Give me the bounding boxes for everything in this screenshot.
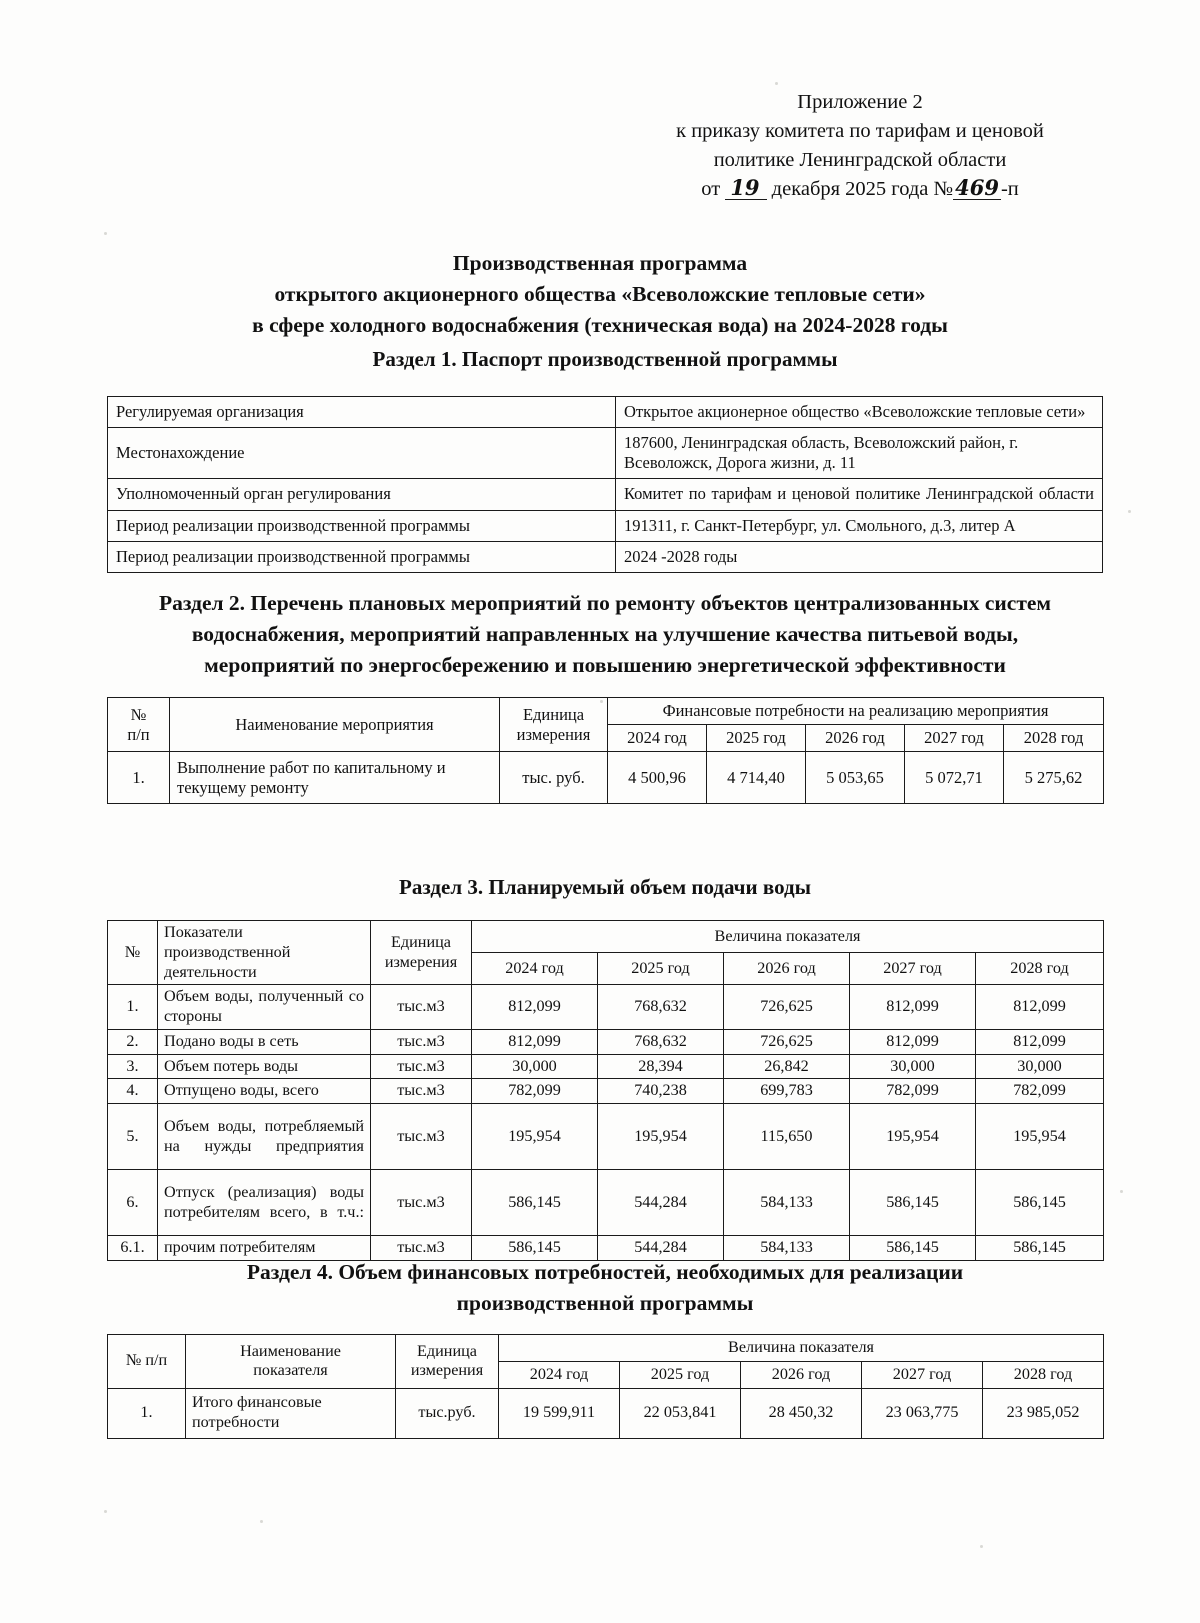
passport-label-2: Уполномоченный орган регулирования — [108, 479, 616, 510]
passport-table — [107, 396, 1103, 573]
table-row — [108, 985, 1104, 1030]
passport-value-2: Комитет по тарифам и ценовой политике Ленинградской области — [616, 479, 1103, 510]
order-date-line — [625, 175, 1095, 204]
volume-row-unit-4: тыс.м3 — [371, 1104, 472, 1170]
date-month-year: декабря 2025 года № — [771, 178, 954, 201]
volume-value-5-2025: 544,284 — [598, 1170, 724, 1236]
volume-row-unit-2: тыс.м3 — [371, 1054, 472, 1079]
table-row — [108, 510, 1103, 541]
volume-row-number-3: 4. — [108, 1079, 158, 1104]
volume-row-number-4: 5. — [108, 1104, 158, 1170]
financial-needs-table — [107, 1334, 1104, 1439]
volume-value-6-2027: 586,145 — [850, 1236, 976, 1261]
appendix-label: Приложение 2 — [797, 91, 923, 113]
col-header-unit — [371, 921, 472, 985]
volume-value-2-2024: 30,000 — [472, 1054, 598, 1079]
table-row — [108, 1388, 1104, 1438]
table-row — [108, 1054, 1104, 1079]
volume-value-0-2025: 768,632 — [598, 985, 724, 1030]
col-header-number-line1: № — [130, 704, 147, 724]
measures-table — [107, 697, 1104, 804]
scan-speckle — [1120, 1190, 1123, 1193]
document-header — [625, 88, 1095, 204]
volume-value-5-2027: 586,145 — [850, 1170, 976, 1236]
finance-row-name: Итого финансовые потребности — [186, 1388, 396, 1438]
volume-row-name-3: Отпущено воды, всего — [158, 1079, 371, 1104]
section-4-line-1: Раздел 4. Объем финансовых потребностей, необходимых для реализации — [246, 1260, 964, 1284]
handwritten-order-number: 469 — [955, 175, 999, 201]
title-line-3: в сфере холодного водоснабжения (техническая вода) на 2024-2028 годы — [252, 313, 948, 338]
passport-label-1: Местонахождение — [108, 428, 616, 479]
volume-value-4-2026: 115,650 — [724, 1104, 850, 1170]
section-4-heading — [100, 1257, 1110, 1319]
scan-speckle — [1128, 510, 1131, 513]
volume-row-name-1: Подано воды в сеть — [158, 1029, 371, 1054]
col-header-indicator-group: Величина показателя — [499, 1335, 1104, 1362]
passport-value-0: Открытое акционерное общество «Всеволожские тепловые сети» — [616, 397, 1103, 428]
section-3-heading: Раздел 3. Планируемый объем подачи воды — [399, 875, 811, 899]
volume-row-number-1: 2. — [108, 1029, 158, 1054]
table-row — [108, 428, 1103, 479]
order-number-suffix: -п — [1000, 178, 1019, 201]
table-row — [108, 541, 1103, 572]
name-head-line1: Наименование — [240, 1341, 341, 1360]
section-2-line-2: водоснабжения, мероприятий направленных на улучшение качества питьевой воды, — [191, 622, 1019, 647]
table-header-row — [108, 698, 1104, 725]
volume-row-number-2: 3. — [108, 1054, 158, 1079]
scan-speckle — [260, 1520, 263, 1523]
col-header-number-line2: п/п — [127, 724, 150, 744]
col-header-year-2024: 2024 год — [608, 725, 707, 752]
volume-value-3-2026: 699,783 — [724, 1079, 850, 1104]
col-header-year-2025: 2025 год — [598, 953, 724, 985]
col-header-indicator-group: Величина показателя — [472, 921, 1104, 953]
volume-row-name-6: прочим потребителям — [158, 1236, 371, 1261]
volume-value-4-2025: 195,954 — [598, 1104, 724, 1170]
col-header-indicator-name — [186, 1335, 396, 1389]
volume-value-1-2024: 812,099 — [472, 1029, 598, 1054]
col-header-measure-name: Наименование мероприятия — [170, 698, 500, 752]
measure-value-2028: 5 275,62 — [1004, 752, 1104, 804]
volume-value-0-2026: 726,625 — [724, 985, 850, 1030]
table-row — [108, 752, 1104, 804]
measure-row-number: 1. — [108, 752, 170, 804]
volume-row-number-6: 6.1. — [108, 1236, 158, 1261]
volume-value-5-2028: 586,145 — [976, 1170, 1104, 1236]
volume-row-unit-6: тыс.м3 — [371, 1236, 472, 1261]
name-head-line2: показателя — [253, 1361, 328, 1380]
finance-value-2024: 19 599,911 — [499, 1388, 620, 1438]
volume-value-6-2025: 544,284 — [598, 1236, 724, 1261]
finance-row-number: 1. — [108, 1388, 186, 1438]
volume-row-unit-5: тыс.м3 — [371, 1170, 472, 1236]
col-header-financial-group: Финансовые потребности на реализацию мероприятия — [608, 698, 1104, 725]
order-reference-line-2: политике Ленинградской области — [713, 149, 1007, 172]
volume-value-4-2024: 195,954 — [472, 1104, 598, 1170]
table-header-row — [108, 921, 1104, 953]
page-title — [100, 248, 1100, 342]
volume-value-4-2028: 195,954 — [976, 1104, 1104, 1170]
volume-value-1-2026: 726,625 — [724, 1029, 850, 1054]
order-reference-line-1: к приказу комитета по тарифам и ценовой — [676, 120, 1044, 143]
section-1-heading: Раздел 1. Паспорт производственной программы — [372, 347, 838, 371]
volume-row-name-5: Отпуск (реализация) воды потребителям всего, в т.ч.: — [158, 1170, 371, 1236]
passport-label-4: Период реализации производственной программы — [108, 541, 616, 572]
col-header-year-2026: 2026 год — [741, 1361, 862, 1388]
volume-value-1-2027: 812,099 — [850, 1029, 976, 1054]
water-volume-table — [107, 920, 1104, 1261]
volume-value-0-2024: 812,099 — [472, 985, 598, 1030]
volume-row-name-2: Объем потерь воды — [158, 1054, 371, 1079]
indicator-head-line2: производственной — [164, 942, 291, 961]
title-line-1: Производственная программа — [452, 251, 748, 275]
unit-head-line1: Единица — [391, 932, 451, 951]
col-header-unit — [396, 1335, 499, 1389]
volume-value-0-2028: 812,099 — [976, 985, 1104, 1030]
table-row — [108, 479, 1103, 510]
col-header-year-2025: 2025 год — [707, 725, 806, 752]
measure-row-name: Выполнение работ по капитальному и текущему ремонту — [170, 752, 500, 804]
scan-speckle — [980, 1545, 983, 1548]
volume-row-unit-0: тыс.м3 — [371, 985, 472, 1030]
col-header-unit-line1: Единица — [522, 704, 585, 724]
finance-value-2025: 22 053,841 — [620, 1388, 741, 1438]
table-row — [108, 1079, 1104, 1104]
scan-speckle — [104, 232, 107, 235]
table-row — [108, 1104, 1104, 1170]
finance-row-unit: тыс.руб. — [396, 1388, 499, 1438]
col-header-number — [108, 698, 170, 752]
passport-value-1: 187600, Ленинградская область, Всеволожский район, г. Всеволожск, Дорога жизни, д. 11 — [616, 428, 1103, 479]
volume-value-2-2026: 26,842 — [724, 1054, 850, 1079]
col-header-number: № п/п — [108, 1335, 186, 1389]
scan-speckle — [775, 82, 778, 85]
volume-value-1-2028: 812,099 — [976, 1029, 1104, 1054]
volume-value-0-2027: 812,099 — [850, 985, 976, 1030]
finance-value-2026: 28 450,32 — [741, 1388, 862, 1438]
handwritten-day: 19 — [725, 177, 766, 200]
col-header-year-2027: 2027 год — [905, 725, 1004, 752]
table-row — [108, 397, 1103, 428]
date-prefix: от — [701, 178, 721, 201]
measure-row-unit: тыс. руб. — [500, 752, 608, 804]
section-4-line-2: производственной программы — [456, 1291, 754, 1316]
passport-label-3: Период реализации производственной программы — [108, 510, 616, 541]
volume-value-2-2027: 30,000 — [850, 1054, 976, 1079]
volume-row-name-4: Объем воды, потребляемый на нужды предприятия — [158, 1104, 371, 1170]
unit-head-line2: измерения — [410, 1361, 484, 1380]
measure-value-2024: 4 500,96 — [608, 752, 707, 804]
col-header-year-2028: 2028 год — [983, 1361, 1104, 1388]
volume-value-6-2024: 586,145 — [472, 1236, 598, 1261]
passport-value-3: 191311, г. Санкт-Петербург, ул. Смольного, д.3, литер А — [616, 510, 1103, 541]
passport-label-0: Регулируемая организация — [108, 397, 616, 428]
measure-value-2026: 5 053,65 — [806, 752, 905, 804]
volume-value-3-2024: 782,099 — [472, 1079, 598, 1104]
col-header-number: № — [108, 921, 158, 985]
finance-value-2027: 23 063,775 — [862, 1388, 983, 1438]
scan-speckle — [104, 1510, 107, 1513]
volume-row-unit-3: тыс.м3 — [371, 1079, 472, 1104]
col-header-year-2026: 2026 год — [724, 953, 850, 985]
col-header-year-2024: 2024 год — [472, 953, 598, 985]
col-header-year-2028: 2028 год — [976, 953, 1104, 985]
table-header-row — [108, 1335, 1104, 1362]
volume-value-3-2028: 782,099 — [976, 1079, 1104, 1104]
volume-value-5-2026: 584,133 — [724, 1170, 850, 1236]
volume-row-number-5: 6. — [108, 1170, 158, 1236]
section-2-heading — [100, 588, 1110, 682]
volume-row-number-0: 1. — [108, 985, 158, 1030]
col-header-unit-line2: измерения — [516, 724, 591, 744]
title-line-2: открытого акционерного общества «Всеволожские тепловые сети» — [274, 282, 926, 307]
volume-row-name-0: Объем воды, полученный со стороны — [158, 985, 371, 1030]
volume-value-1-2025: 768,632 — [598, 1029, 724, 1054]
volume-value-4-2027: 195,954 — [850, 1104, 976, 1170]
section-2-line-3: мероприятий по энергосбережению и повышению энергетической эффективности — [204, 653, 1006, 678]
unit-head-line2: измерения — [384, 952, 458, 971]
table-row — [108, 1170, 1104, 1236]
volume-value-2-2028: 30,000 — [976, 1054, 1104, 1079]
volume-value-6-2028: 586,145 — [976, 1236, 1104, 1261]
volume-value-2-2025: 28,394 — [598, 1054, 724, 1079]
indicator-head-line3: деятельности — [164, 962, 257, 981]
volume-row-unit-1: тыс.м3 — [371, 1029, 472, 1054]
col-header-year-2024: 2024 год — [499, 1361, 620, 1388]
col-header-indicator-name — [158, 921, 371, 985]
table-row — [108, 1029, 1104, 1054]
finance-value-2028: 23 985,052 — [983, 1388, 1104, 1438]
unit-head-line1: Единица — [417, 1341, 477, 1360]
volume-value-3-2027: 782,099 — [850, 1079, 976, 1104]
col-header-year-2027: 2027 год — [850, 953, 976, 985]
col-header-year-2028: 2028 год — [1004, 725, 1104, 752]
section-2-line-1: Раздел 2. Перечень плановых мероприятий по ремонту объектов централизованных систем — [158, 591, 1052, 615]
col-header-unit — [500, 698, 608, 752]
volume-value-5-2024: 586,145 — [472, 1170, 598, 1236]
scan-speckle — [600, 700, 603, 703]
measure-value-2025: 4 714,40 — [707, 752, 806, 804]
col-header-year-2026: 2026 год — [806, 725, 905, 752]
measure-value-2027: 5 072,71 — [905, 752, 1004, 804]
volume-value-6-2026: 584,133 — [724, 1236, 850, 1261]
passport-value-4: 2024 -2028 годы — [616, 541, 1103, 572]
col-header-year-2027: 2027 год — [862, 1361, 983, 1388]
indicator-head-line1: Показатели — [164, 923, 243, 941]
col-header-year-2025: 2025 год — [620, 1361, 741, 1388]
volume-value-3-2025: 740,238 — [598, 1079, 724, 1104]
